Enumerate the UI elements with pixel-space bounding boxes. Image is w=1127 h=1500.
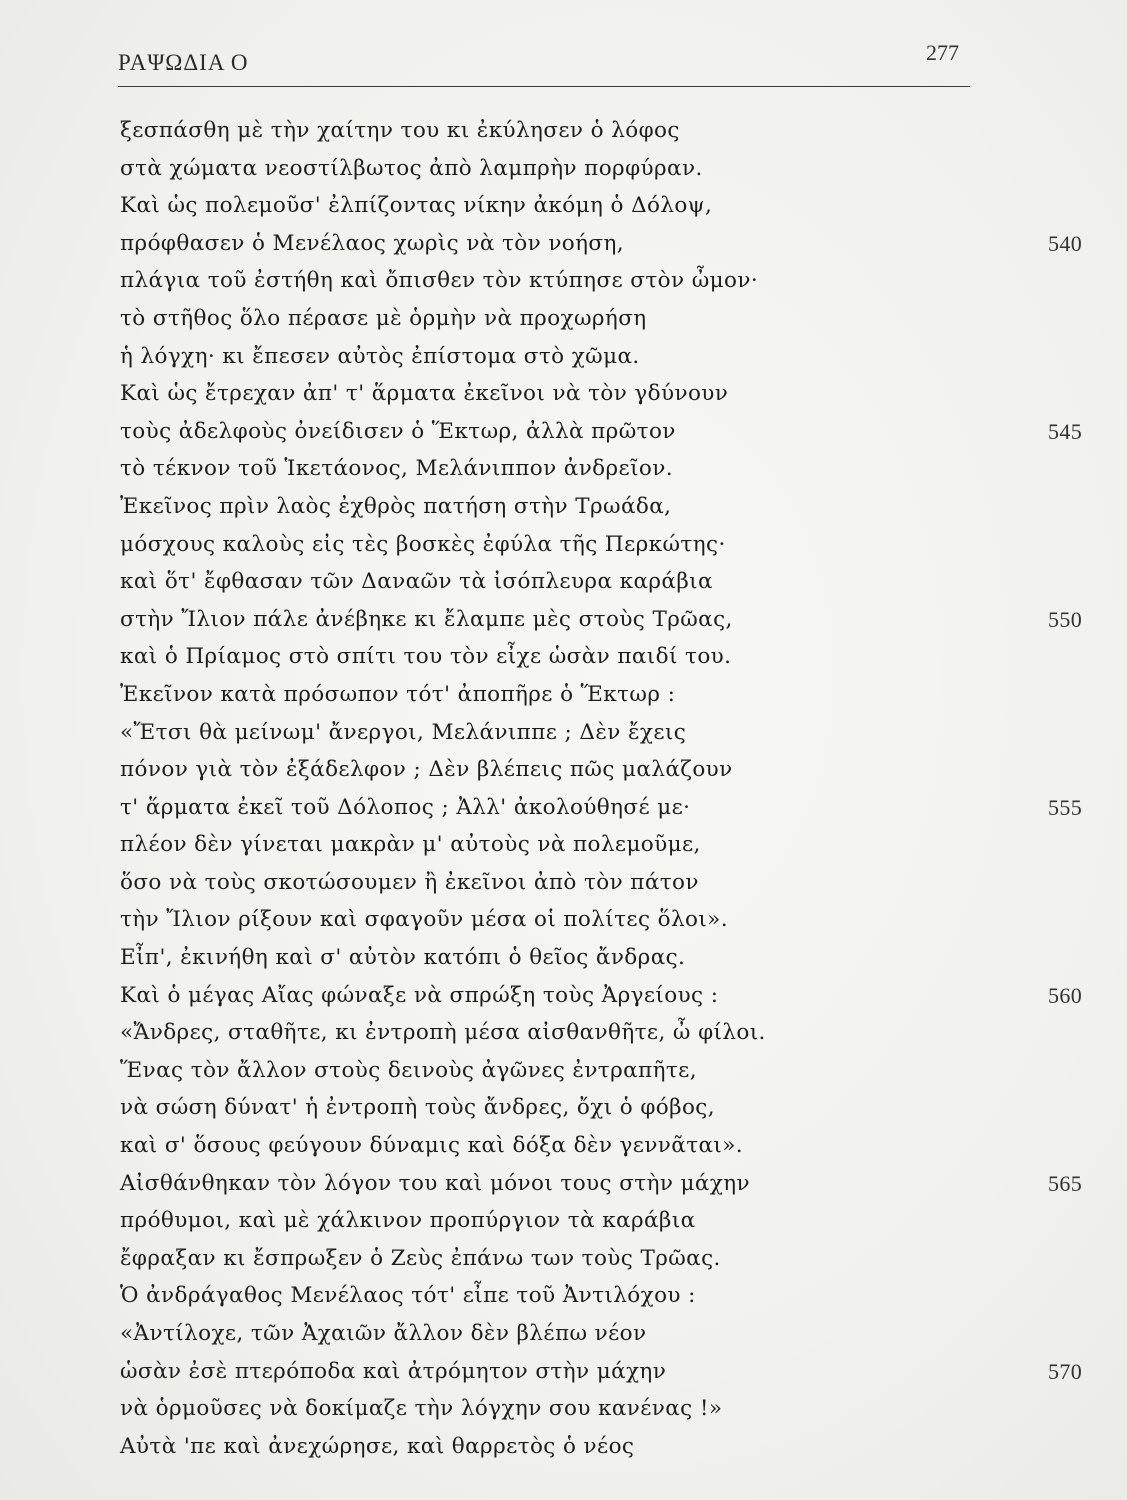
verse-line [120,338,940,376]
verse-text: πρόφθασεν ὁ Μενέλαος χωρὶς νὰ τὸν νοήση, [120,230,625,256]
verse-line [120,977,1083,1015]
verse-text: τὸ στῆθος ὅλο πέρασε μὲ ὁρμὴν νὰ προχωρήση [120,305,647,331]
verse-text: νὰ σώση δύνατ' ἡ ἐντροπὴ τοὺς ἄνδρες, ὄχι ὁ φόβος, [120,1095,715,1121]
verse-line [120,112,940,150]
verse-line [120,187,940,225]
verse-line [120,601,1083,639]
verse-text: «Ἄνδρες, σταθῆτε, κι ἐντροπὴ μέσα αἰσθανθῆτε, ὦ φίλοι. [120,1020,766,1046]
verse-text: τὸ τέκνον τοῦ Ἱκετάονος, Μελάνιππον ἀνδρεῖον. [120,456,673,482]
page-number: 277 [926,40,959,65]
verse-line [120,413,1083,451]
verse-text: μόσχους καλοὺς εἰς τὲς βοσκὲς ἐφύλα τῆς Περκώτης· [120,531,726,557]
verse-text: πόνον γιὰ τὸν ἐξάδελφον ; Δὲν βλέπεις πῶς μαλάζουν [120,757,733,783]
verse-text: Ἕνας τὸν ἄλλον στοὺς δεινοὺς ἀγῶνες ἐντραπῆτε, [120,1057,697,1083]
verse-line [120,901,940,939]
verse-line [120,488,940,526]
line-number: 555 [1048,794,1083,820]
verse-text: πρόθυμοι, καὶ μὲ χάλκινον προπύργιον τὰ καράβια [120,1208,696,1234]
verse-line [120,789,1083,827]
verse-text: Αὐτὰ 'πε καὶ ἀνεχώρησε, καὶ θαρρετὸς ὁ νέος [120,1433,635,1459]
verse-line [120,826,940,864]
verse-line [120,638,940,676]
line-number: 540 [1048,230,1083,256]
header-rule [118,86,970,87]
verse-line [120,751,940,789]
verse-text: ὡσὰν ἐσὲ πτερόποδα καὶ ἀτρόμητον στὴν μάχην [120,1358,667,1384]
verse-text: ὅσο νὰ τοὺς σκοτώσουμεν ἢ ἐκεῖνοι ἀπὸ τὸν πάτον [120,869,699,895]
verse-line [120,1089,940,1127]
verse-line [120,1277,940,1315]
line-number: 545 [1048,418,1083,444]
verse-text: στὴν Ἴλιον πάλε ἀνέβηκε κι ἔλαμπε μὲς στοὺς Τρῶας, [120,606,733,632]
verse-line [120,1127,940,1165]
verse-text: Ἐκεῖνος πρὶν λαὸς ἐχθρὸς πατήση στὴν Τρωάδα, [120,493,672,519]
verse-line [120,225,1083,263]
verse-text: ξεσπάσθη μὲ τὴν χαίτην του κι ἐκύλησεν ὁ λόφος [120,118,680,143]
verse-line [120,676,940,714]
verse-text: Ὁ ἀνδράγαθος Μενέλαος τότ' εἶπε τοῦ Ἀντιλόχου : [120,1283,696,1309]
verse-line [120,262,940,300]
verse-line [120,714,940,752]
verse-text: Καὶ ὡς πολεμοῦσ' ἐλπίζοντας νίκην ἀκόμη ὁ Δόλοψ, [120,193,713,219]
verse-text: «Ἔτσι θὰ μείνωμ' ἄνεργοι, Μελάνιππε ; Δὲν ἔχεις [120,719,687,745]
verse-line [120,300,940,338]
verse-line [120,563,940,601]
verse-text: ἔφραξαν κι ἔσπρωξεν ὁ Ζεὺς ἐπάνω των τοὺς Τρῶας. [120,1245,721,1271]
verse-line [120,1240,940,1278]
verse-text: τοὺς ἀδελφοὺς ὀνείδισεν ὁ Ἕκτωρ, ἀλλὰ πρῶτον [120,418,676,444]
verse-text: Ἐκεῖνον κατὰ πρόσωπον τότ' ἀποπῆρε ὁ Ἕκτωρ : [120,681,676,707]
verse-text: πλέον δὲν γίνεται μακρὰν μ' αὐτοὺς νὰ πολεμοῦμε, [120,832,701,858]
verse-line [120,526,940,564]
verse-text: καὶ σ' ὅσους φεύγουν δύναμις καὶ δόξα δὲν γεννᾶται». [120,1133,744,1159]
verse-text: στὰ χώματα νεοστίλβωτος ἀπὸ λαμπρὴν πορφύραν. [120,155,703,181]
verse-text: Αἰσθάνθηκαν τὸν λόγον του καὶ μόνοι τους στὴν μάχην [120,1170,751,1196]
verse-text: καὶ ὁ Πρίαμος στὸ σπίτι του τὸν εἶχε ὡσὰν παιδί του. [120,644,732,670]
verse-line [120,150,940,188]
verse-line [120,1315,940,1353]
verse-line [120,1052,940,1090]
verse-line [120,1428,940,1466]
verse-text: πλάγια τοῦ ἐστήθη καὶ ὄπισθεν τὸν κτύπησε στὸν ὦμον· [120,268,759,294]
verse-text: τ' ἅρματα ἐκεῖ τοῦ Δόλοπος ; Ἀλλ' ἀκολούθησέ με· [120,794,691,820]
verse-line [120,1390,940,1428]
verse-block [120,112,1083,1465]
verse-line [120,1202,940,1240]
verse-text: Καὶ ὡς ἔτρεχαν ἀπ' τ' ἅρματα ἐκεῖνοι νὰ τὸν γδύνουν [120,381,729,407]
verse-line [120,1353,1083,1391]
verse-line [120,450,940,488]
line-number: 565 [1048,1170,1083,1196]
verse-text: τὴν Ἴλιον ρίξουν καὶ σφαγοῦν μέσα οἱ πολίτες ὅλοι». [120,907,728,933]
page-header-title: ΡΑΨΩΔΙΑ Ο [118,50,249,75]
verse-text: ἡ λόγχη· κι ἔπεσεν αὐτὸς ἐπίστομα στὸ χῶμα. [120,343,640,369]
verse-line [120,1165,1083,1203]
verse-text: Καὶ ὁ μέγας Αἴας φώναξε νὰ σπρώξη τοὺς Ἀργείους : [120,982,719,1008]
verse-text: Εἶπ', ἐκινήθη καὶ σ' αὐτὸν κατόπι ὁ θεῖος ἄνδρας. [120,945,686,971]
verse-line [120,375,940,413]
verse-line [120,1014,940,1052]
verse-text: «Ἀντίλοχε, τῶν Ἀχαιῶν ἄλλον δὲν βλέπω νέον [120,1321,647,1346]
line-number: 570 [1048,1358,1083,1384]
verse-text: καὶ ὅτ' ἔφθασαν τῶν Δαναῶν τὰ ἰσόπλευρα καράβια [120,569,713,595]
verse-text: νὰ ὁρμοῦσες νὰ δοκίμαζε τὴν λόγχην σου κανένας !» [120,1396,723,1422]
verse-line [120,864,940,902]
verse-line [120,939,940,977]
line-number: 560 [1048,982,1083,1008]
line-number: 550 [1048,606,1083,632]
